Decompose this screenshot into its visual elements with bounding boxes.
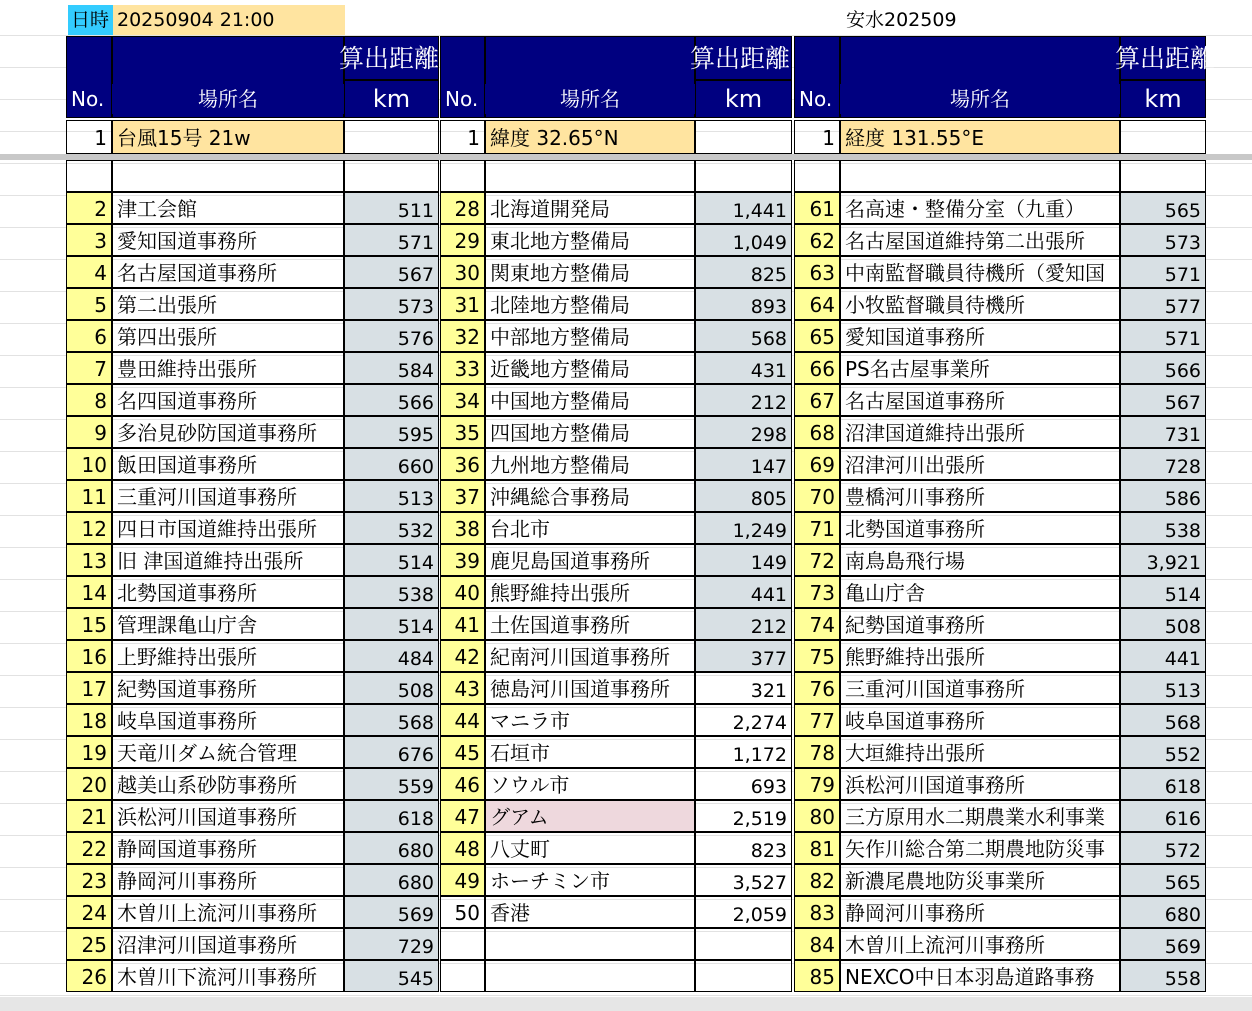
- row-km[interactable]: 3,921: [1120, 544, 1206, 576]
- blank-row-cell[interactable]: [440, 160, 485, 192]
- row-km[interactable]: 298: [695, 416, 792, 448]
- row-km[interactable]: 893: [695, 288, 792, 320]
- row-place[interactable]: 越美山系砂防事務所: [112, 768, 344, 800]
- row-place[interactable]: 紀南河川国道事務所: [485, 640, 695, 672]
- row-place[interactable]: 木曽川上流河川事務所: [840, 928, 1120, 960]
- row-place[interactable]: 八丈町: [485, 832, 695, 864]
- row-no[interactable]: 69: [794, 448, 840, 480]
- row-km[interactable]: 147: [695, 448, 792, 480]
- row-km[interactable]: 568: [695, 320, 792, 352]
- row-no[interactable]: 65: [794, 320, 840, 352]
- row-place[interactable]: 豊田維持出張所: [112, 352, 344, 384]
- row-place[interactable]: 第二出張所: [112, 288, 344, 320]
- row-place[interactable]: 木曽川上流河川事務所: [112, 896, 344, 928]
- row-km[interactable]: 576: [344, 320, 439, 352]
- row-km[interactable]: 538: [1120, 512, 1206, 544]
- row-km[interactable]: 569: [1120, 928, 1206, 960]
- row-place[interactable]: 南鳥島飛行場: [840, 544, 1120, 576]
- row-place[interactable]: PS名古屋事業所: [840, 352, 1120, 384]
- row-km[interactable]: 566: [1120, 352, 1206, 384]
- blank-row-cell[interactable]: [112, 160, 344, 192]
- row-km[interactable]: 676: [344, 736, 439, 768]
- row-place[interactable]: 愛知国道事務所: [840, 320, 1120, 352]
- datetime-label[interactable]: 日時: [68, 5, 113, 35]
- row-no[interactable]: 50: [440, 896, 485, 928]
- row-no[interactable]: 63: [794, 256, 840, 288]
- row-no[interactable]: 85: [794, 960, 840, 992]
- row-no[interactable]: 4: [66, 256, 112, 288]
- header-place-label: 場所名: [112, 84, 344, 114]
- row-km[interactable]: 2,274: [695, 704, 792, 736]
- row-km[interactable]: 513: [344, 480, 439, 512]
- info-place[interactable]: 経度 131.55°E: [840, 120, 1120, 154]
- row-no[interactable]: 40: [440, 576, 485, 608]
- row-no[interactable]: 11: [66, 480, 112, 512]
- row-km[interactable]: 586: [1120, 480, 1206, 512]
- row-km[interactable]: 2,519: [695, 800, 792, 832]
- row-km[interactable]: 567: [1120, 384, 1206, 416]
- row-place[interactable]: マニラ市: [485, 704, 695, 736]
- row-no[interactable]: 74: [794, 608, 840, 640]
- row-place[interactable]: 名高速・整備分室（九重）: [840, 192, 1120, 224]
- row-no[interactable]: 61: [794, 192, 840, 224]
- row-place[interactable]: 土佐国道事務所: [485, 608, 695, 640]
- header-calc-distance: 算出距離: [695, 36, 792, 80]
- row-km[interactable]: 573: [344, 288, 439, 320]
- row-place[interactable]: 四国地方整備局: [485, 416, 695, 448]
- row-no[interactable]: 5: [66, 288, 112, 320]
- row-place[interactable]: 東北地方整備局: [485, 224, 695, 256]
- row-place[interactable]: 木曽川下流河川事務所: [112, 960, 344, 992]
- row-no[interactable]: 10: [66, 448, 112, 480]
- row-place[interactable]: 四日市国道維持出張所: [112, 512, 344, 544]
- row-no[interactable]: 46: [440, 768, 485, 800]
- row-no[interactable]: 83: [794, 896, 840, 928]
- row-km[interactable]: 728: [1120, 448, 1206, 480]
- row-no[interactable]: 49: [440, 864, 485, 896]
- row-no[interactable]: 72: [794, 544, 840, 576]
- row-km[interactable]: 573: [1120, 224, 1206, 256]
- row-km[interactable]: 565: [1120, 192, 1206, 224]
- row-no[interactable]: 82: [794, 864, 840, 896]
- row-no[interactable]: 70: [794, 480, 840, 512]
- row-km[interactable]: 729: [344, 928, 439, 960]
- row-no[interactable]: 67: [794, 384, 840, 416]
- row-km[interactable]: 693: [695, 768, 792, 800]
- row-place[interactable]: 旧 津国道維持出張所: [112, 544, 344, 576]
- row-place[interactable]: 香港: [485, 896, 695, 928]
- row-km[interactable]: 616: [1120, 800, 1206, 832]
- row-no[interactable]: 14: [66, 576, 112, 608]
- header-km: km: [344, 80, 439, 118]
- row-km[interactable]: 441: [1120, 640, 1206, 672]
- row-no[interactable]: 32: [440, 320, 485, 352]
- row-place[interactable]: 三方原用水二期農業水利事業: [840, 800, 1120, 832]
- row-km[interactable]: 823: [695, 832, 792, 864]
- row-no[interactable]: 8: [66, 384, 112, 416]
- row-no[interactable]: 16: [66, 640, 112, 672]
- header-calc-distance: 算出距離: [344, 36, 439, 80]
- row-place[interactable]: 熊野維持出張所: [485, 576, 695, 608]
- row-no[interactable]: 24: [66, 896, 112, 928]
- info-km[interactable]: [1120, 120, 1206, 154]
- info-km[interactable]: [344, 120, 439, 154]
- row-no[interactable]: 26: [66, 960, 112, 992]
- row-km[interactable]: 1,441: [695, 192, 792, 224]
- info-place[interactable]: 台風15号 21w: [112, 120, 344, 154]
- row-place[interactable]: 北勢国道事務所: [112, 576, 344, 608]
- row-km[interactable]: 566: [344, 384, 439, 416]
- row-km[interactable]: 660: [344, 448, 439, 480]
- row-place[interactable]: 名古屋国道維持第二出張所: [840, 224, 1120, 256]
- row-place[interactable]: 紀勢国道事務所: [112, 672, 344, 704]
- row-place[interactable]: 名古屋国道事務所: [840, 384, 1120, 416]
- row-no[interactable]: 33: [440, 352, 485, 384]
- row-place[interactable]: 名四国道事務所: [112, 384, 344, 416]
- row-no[interactable]: 23: [66, 864, 112, 896]
- row-no[interactable]: [440, 928, 485, 960]
- row-no[interactable]: 18: [66, 704, 112, 736]
- row-place[interactable]: 小牧監督職員待機所: [840, 288, 1120, 320]
- blank-row-cell[interactable]: [344, 160, 439, 192]
- row-km[interactable]: 513: [1120, 672, 1206, 704]
- row-no[interactable]: 43: [440, 672, 485, 704]
- row-place[interactable]: 石垣市: [485, 736, 695, 768]
- row-place[interactable]: 北勢国道事務所: [840, 512, 1120, 544]
- blank-row-cell[interactable]: [695, 160, 792, 192]
- row-place[interactable]: 徳島河川国道事務所: [485, 672, 695, 704]
- info-no[interactable]: 1: [440, 120, 485, 154]
- row-no[interactable]: 75: [794, 640, 840, 672]
- row-no[interactable]: 19: [66, 736, 112, 768]
- datetime-value[interactable]: 20250904 21:00: [113, 5, 345, 35]
- info-place[interactable]: 緯度 32.65°N: [485, 120, 695, 154]
- row-no[interactable]: 44: [440, 704, 485, 736]
- row-no[interactable]: 36: [440, 448, 485, 480]
- row-no[interactable]: 13: [66, 544, 112, 576]
- row-place[interactable]: 浜松河川国道事務所: [840, 768, 1120, 800]
- row-no[interactable]: 79: [794, 768, 840, 800]
- row-km[interactable]: 1,172: [695, 736, 792, 768]
- row-km[interactable]: 568: [344, 704, 439, 736]
- row-no[interactable]: 2: [66, 192, 112, 224]
- row-place[interactable]: 浜松河川国道事務所: [112, 800, 344, 832]
- row-no[interactable]: 62: [794, 224, 840, 256]
- row-place[interactable]: 大垣維持出張所: [840, 736, 1120, 768]
- row-place[interactable]: 矢作川総合第二期農地防災事: [840, 832, 1120, 864]
- row-km[interactable]: 618: [344, 800, 439, 832]
- row-km[interactable]: 568: [1120, 704, 1206, 736]
- row-km[interactable]: 571: [1120, 256, 1206, 288]
- row-place[interactable]: NEXCO中日本羽島道路事務: [840, 960, 1120, 992]
- row-no[interactable]: 31: [440, 288, 485, 320]
- row-km[interactable]: 595: [344, 416, 439, 448]
- row-no[interactable]: 45: [440, 736, 485, 768]
- row-place[interactable]: 静岡河川事務所: [112, 864, 344, 896]
- row-place[interactable]: 第四出張所: [112, 320, 344, 352]
- row-place[interactable]: 三重河川国道事務所: [840, 672, 1120, 704]
- row-place[interactable]: ソウル市: [485, 768, 695, 800]
- row-place[interactable]: 中国地方整備局: [485, 384, 695, 416]
- row-km[interactable]: 545: [344, 960, 439, 992]
- row-no[interactable]: 3: [66, 224, 112, 256]
- row-place[interactable]: 名古屋国道事務所: [112, 256, 344, 288]
- row-km[interactable]: 680: [344, 864, 439, 896]
- row-place[interactable]: 沖縄総合事務局: [485, 480, 695, 512]
- header-no-label: No.: [445, 84, 484, 114]
- row-no[interactable]: 35: [440, 416, 485, 448]
- blank-row-cell[interactable]: [794, 160, 840, 192]
- row-place[interactable]: [485, 928, 695, 960]
- row-km[interactable]: 825: [695, 256, 792, 288]
- row-km[interactable]: [695, 960, 792, 992]
- row-km[interactable]: 565: [1120, 864, 1206, 896]
- row-km[interactable]: 1,249: [695, 512, 792, 544]
- row-no[interactable]: 20: [66, 768, 112, 800]
- row-km[interactable]: [695, 928, 792, 960]
- row-km[interactable]: 511: [344, 192, 439, 224]
- row-km[interactable]: 584: [344, 352, 439, 384]
- row-place[interactable]: 三重河川国道事務所: [112, 480, 344, 512]
- row-place[interactable]: 鹿児島国道事務所: [485, 544, 695, 576]
- row-place[interactable]: 近畿地方整備局: [485, 352, 695, 384]
- row-km[interactable]: 508: [1120, 608, 1206, 640]
- row-km[interactable]: 3,527: [695, 864, 792, 896]
- row-place[interactable]: 多治見砂防国道事務所: [112, 416, 344, 448]
- row-km[interactable]: 514: [344, 608, 439, 640]
- row-km[interactable]: 2,059: [695, 896, 792, 928]
- info-no[interactable]: 1: [66, 120, 112, 154]
- row-no[interactable]: 42: [440, 640, 485, 672]
- row-place[interactable]: 新濃尾農地防災事業所: [840, 864, 1120, 896]
- row-no[interactable]: 66: [794, 352, 840, 384]
- row-km[interactable]: 514: [1120, 576, 1206, 608]
- horizontal-scrollbar[interactable]: [0, 997, 1252, 1011]
- row-no[interactable]: 6: [66, 320, 112, 352]
- row-place[interactable]: 天竜川ダム統合管理: [112, 736, 344, 768]
- row-no[interactable]: 38: [440, 512, 485, 544]
- row-no[interactable]: [440, 960, 485, 992]
- row-no[interactable]: 80: [794, 800, 840, 832]
- row-no[interactable]: 78: [794, 736, 840, 768]
- blank-row-cell[interactable]: [1120, 160, 1206, 192]
- row-no[interactable]: 7: [66, 352, 112, 384]
- row-km[interactable]: 212: [695, 384, 792, 416]
- row-km[interactable]: 1,049: [695, 224, 792, 256]
- blank-row-cell[interactable]: [840, 160, 1120, 192]
- row-no[interactable]: 48: [440, 832, 485, 864]
- row-km[interactable]: 567: [344, 256, 439, 288]
- row-km[interactable]: 571: [344, 224, 439, 256]
- sheet-tag[interactable]: 安水202509: [846, 9, 957, 31]
- row-place[interactable]: 北海道開発局: [485, 192, 695, 224]
- row-no[interactable]: 29: [440, 224, 485, 256]
- row-km[interactable]: 680: [344, 832, 439, 864]
- row-km[interactable]: 508: [344, 672, 439, 704]
- row-km[interactable]: 618: [1120, 768, 1206, 800]
- row-place[interactable]: 紀勢国道事務所: [840, 608, 1120, 640]
- header-no-label: No.: [799, 84, 839, 114]
- row-km[interactable]: 532: [344, 512, 439, 544]
- row-no[interactable]: 64: [794, 288, 840, 320]
- row-no[interactable]: 15: [66, 608, 112, 640]
- row-km[interactable]: 431: [695, 352, 792, 384]
- row-place[interactable]: 静岡河川事務所: [840, 896, 1120, 928]
- row-place[interactable]: 中部地方整備局: [485, 320, 695, 352]
- row-no[interactable]: 39: [440, 544, 485, 576]
- row-no[interactable]: 81: [794, 832, 840, 864]
- row-no[interactable]: 47: [440, 800, 485, 832]
- row-no[interactable]: 73: [794, 576, 840, 608]
- row-place[interactable]: 岐阜国道事務所: [112, 704, 344, 736]
- row-place[interactable]: 沼津国道維持出張所: [840, 416, 1120, 448]
- row-km[interactable]: 731: [1120, 416, 1206, 448]
- row-no[interactable]: 12: [66, 512, 112, 544]
- row-km[interactable]: 552: [1120, 736, 1206, 768]
- row-km[interactable]: 441: [695, 576, 792, 608]
- row-km[interactable]: 321: [695, 672, 792, 704]
- row-no[interactable]: 84: [794, 928, 840, 960]
- row-place[interactable]: 熊野維持出張所: [840, 640, 1120, 672]
- header-km: km: [695, 80, 792, 118]
- row-place[interactable]: 沼津河川国道事務所: [112, 928, 344, 960]
- row-place[interactable]: 九州地方整備局: [485, 448, 695, 480]
- row-no[interactable]: 41: [440, 608, 485, 640]
- info-km[interactable]: [695, 120, 792, 154]
- blank-row-cell[interactable]: [485, 160, 695, 192]
- row-km[interactable]: 569: [344, 896, 439, 928]
- row-no[interactable]: 28: [440, 192, 485, 224]
- row-km[interactable]: 571: [1120, 320, 1206, 352]
- row-place[interactable]: 管理課亀山庁舎: [112, 608, 344, 640]
- row-place[interactable]: 北陸地方整備局: [485, 288, 695, 320]
- row-km[interactable]: 514: [344, 544, 439, 576]
- row-km[interactable]: 559: [344, 768, 439, 800]
- header-no-label: No.: [71, 84, 111, 114]
- row-no[interactable]: 22: [66, 832, 112, 864]
- row-no[interactable]: 34: [440, 384, 485, 416]
- row-place[interactable]: 沼津河川出張所: [840, 448, 1120, 480]
- row-no[interactable]: 68: [794, 416, 840, 448]
- row-place[interactable]: 台北市: [485, 512, 695, 544]
- row-km[interactable]: 577: [1120, 288, 1206, 320]
- blank-row-cell[interactable]: [66, 160, 112, 192]
- row-km[interactable]: 558: [1120, 960, 1206, 992]
- row-no[interactable]: 71: [794, 512, 840, 544]
- row-no[interactable]: 37: [440, 480, 485, 512]
- row-km[interactable]: 572: [1120, 832, 1206, 864]
- row-no[interactable]: 76: [794, 672, 840, 704]
- row-no[interactable]: 30: [440, 256, 485, 288]
- row-km[interactable]: 149: [695, 544, 792, 576]
- row-km[interactable]: 805: [695, 480, 792, 512]
- row-place[interactable]: 上野維持出張所: [112, 640, 344, 672]
- row-no[interactable]: 25: [66, 928, 112, 960]
- row-no[interactable]: 21: [66, 800, 112, 832]
- row-km[interactable]: 538: [344, 576, 439, 608]
- row-place[interactable]: 津工会館: [112, 192, 344, 224]
- row-no[interactable]: 77: [794, 704, 840, 736]
- row-place[interactable]: 静岡国道事務所: [112, 832, 344, 864]
- header-calc-distance: 算出距離: [1120, 36, 1206, 80]
- row-km[interactable]: 377: [695, 640, 792, 672]
- row-no[interactable]: 9: [66, 416, 112, 448]
- row-place[interactable]: 関東地方整備局: [485, 256, 695, 288]
- row-place[interactable]: 愛知国道事務所: [112, 224, 344, 256]
- header-place-label: 場所名: [485, 84, 695, 114]
- row-place[interactable]: 岐阜国道事務所: [840, 704, 1120, 736]
- gridline: [0, 995, 1252, 996]
- row-place[interactable]: 中南監督職員待機所（愛知国: [840, 256, 1120, 288]
- row-place[interactable]: [485, 960, 695, 992]
- header-km: km: [1120, 80, 1206, 118]
- row-place[interactable]: グアム: [485, 800, 695, 832]
- row-place[interactable]: 亀山庁舎: [840, 576, 1120, 608]
- row-place[interactable]: 飯田国道事務所: [112, 448, 344, 480]
- row-place[interactable]: ホーチミン市: [485, 864, 695, 896]
- row-no[interactable]: 17: [66, 672, 112, 704]
- row-place[interactable]: 豊橋河川事務所: [840, 480, 1120, 512]
- header-place-label: 場所名: [840, 84, 1120, 114]
- row-km[interactable]: 212: [695, 608, 792, 640]
- info-no[interactable]: 1: [794, 120, 840, 154]
- row-km[interactable]: 680: [1120, 896, 1206, 928]
- row-km[interactable]: 484: [344, 640, 439, 672]
